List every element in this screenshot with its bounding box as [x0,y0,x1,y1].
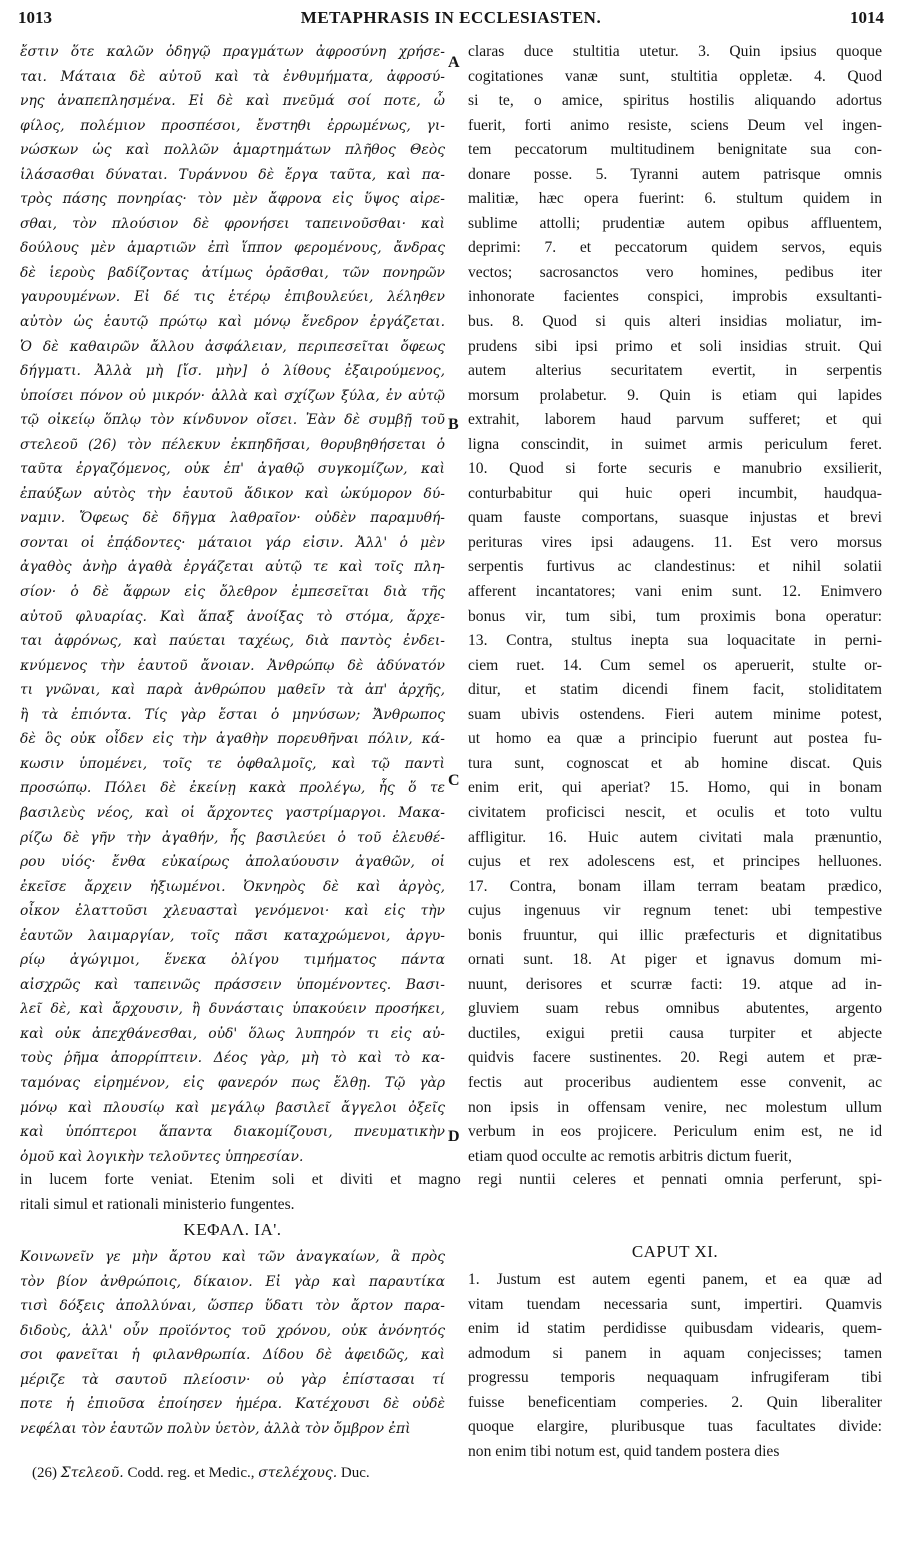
text-line: non enim tibi notum est, quid tandem postera dies [468,1442,780,1460]
text-line: perituras vires ipsi adaugens. 11. Est vero morsus [468,533,882,551]
text-line: ναμιν. Ὄφεως δὲ δῆγμα λαθραῖον· οὐδὲν παραμυθή- [20,510,445,527]
running-header [18,6,884,30]
text-line: vitam tuendam necessaria sunt, impertiri. Quamvis [468,1295,882,1313]
text-line: σοι φανεῖται ἡ φιλανθρωπία. Δίδου δὲ ἀφειδῶς, καὶ [20,1347,445,1364]
text-line: ρίζω δὲ γῆν τὴν ἀγαθήν, ἧς βασιλεύει ὁ τοῦ ἐλευθέ- [20,829,445,846]
text-line: ἐκεῖσε ἄρχειν ἠξιωμένοι. Ὀκνηρὸς δὲ καὶ ἀργὸς, [20,878,445,895]
running-title: METAPHRASIS IN ECCLESIASTEN. [300,8,602,27]
text-line: conturbabitur qui huic operi incumbit, haudqua- [468,484,882,502]
text-line: ρίῳ ἀγώγιμοι, ἕνεκα ὀλίγου τιμήματος πάντα [20,952,445,969]
text-line: cujus et rex adolescens est, et principes helluones. [468,853,882,871]
text-line: ἔστιν ὅτε καλῶν ὁδηγῷ πραγμάτων ἀφροσύνη χρήσε- [20,44,445,60]
greek-text-column [20,40,445,1169]
text-line: δούλους μὲν ἁμαρτιῶν ἐπὶ ἵππον φερομένους, ἄνδρας [20,240,445,257]
text-line: τὸν βίον ἀνθρώποις, δίκαιον. Εἰ γὰρ καὶ παραυτίκα [20,1273,445,1290]
greek-chapter-text [20,1245,445,1441]
text-line: ligna conscindit, in suimet armis periculum feret. [468,435,882,453]
text-line: αὐτὸν ὡς ἑαυτῷ πρώτῳ καὶ μόνῳ ἔνεδρον ἐργάζεται. [20,314,445,331]
text-line: claras duce stultitia utetur. 3. Quin ipsius quoque [468,43,882,60]
margin-marker-a: A [448,54,460,71]
text-line: ται. Μάταια δὲ αὐτοῦ καὶ τὰ ἐνθυμήματα, ἀφροσύ- [20,68,445,85]
right-page-number: 1014 [850,8,884,27]
text-line: τισὶ δόξεις ἀπολλύναι, ὥσπερ ὕδατι τὸν ἄρτον παρα- [20,1298,445,1315]
text-line: ditur, et statim dicendi finem facit, stoliditatem [468,681,882,699]
left-page-number: 1013 [18,8,52,27]
text-line: fuerit, forti animo resiste, sciens Deum vel ingen- [468,116,882,134]
text-line: morsum prolabetur. 9. Quin is etiam qui lapides [468,386,882,404]
footnote-source: Duc. [340,1465,370,1481]
text-line: δὲ ὃς οὐκ οἶδεν εἰς τὴν ἀγαθὴν πορευθῆναι πόλιν, κά- [20,731,445,748]
text-line: σθαι, τὸν πλούσιον δὲ φρονήσει ταπεινοῦσθαι· καὶ [20,215,445,232]
text-line: Ὁ δὲ καθαιρῶν ἄλλου ἀσφάλειαν, περιπεσεῖται ὄφεως [20,338,445,355]
text-line: afferent incantatores; vani enim sunt. 12. Enimvero [468,583,882,601]
text-line: 17. Contra, bonam illam terram beatam prædico, [468,877,882,895]
greek-chapter-heading: ΚΕΦΑΛ. ΙΑ'. [183,1220,282,1239]
text-line: μέριζε τὰ σαυτοῦ πλείοσιν· οὐ γὰρ ἐπίστασαι τί [20,1371,445,1388]
text-line: οἶκον ἐλαττοῦσι χλευασταὶ γενόμενοι· καὶ εἰς τὴν [20,903,445,920]
text-line: ὁμοῦ καὶ λογικὴν τελοῦντες ὑπηρεσίαν. [20,1148,304,1165]
text-line: νης ἀναπεπλησμένα. Εἰ δὲ καὶ πνεῦμά σοί ποτε, ὦ [20,93,445,110]
text-line: etiam quod occulte ac remotis arbitris dictum fuerit, [468,1147,792,1165]
text-line: admodum si panem in aquam conjecisses; tamen [468,1344,882,1362]
text-line: αὐτοῦ φλυαρίας. Καὶ ἅπαξ ἀνοίξας τὸ στόμα, ἄρχε- [20,608,445,625]
text-line: autem alterius securitatem evertit, in serpentis [468,362,882,380]
latin-text-column [468,40,882,1169]
text-line: ται ἀφρόνως, καὶ παύεται ταχέως, διὰ παντὸς ἐνδει- [20,633,445,650]
text-line: σονται οἱ ἐπᾴδοντες· μάταιοι γάρ εἰσιν. Ἀλλ' ὁ μὲν [20,534,445,551]
text-line: bonus vir, tum sibi, tum proximis bona operatur: [468,607,882,625]
footnote-greek-lemma: Στελεοῦ. [60,1465,124,1481]
text-line: προσώπῳ. Πόλει δὲ ἐκείνῃ κακὰ προλέγω, ἧς ὅ τε [20,780,445,797]
text-line: ἢ τὰ ἐπιόντα. Τίς γὰρ ἔσται ὁ μηνύσων; Ἄνθρωπος [20,706,445,723]
margin-marker-b: B [448,416,459,433]
text-line: donare posse. 5. Tyranni autem patrisque omnis [468,165,882,183]
text-line: ornati sunt. 18. At piger et ignavus domum mi- [468,951,882,969]
text-line: ρου υἱός· ἔνθα εὐκαίρως ἀπολαύουσιν ἀγαθῶν, οἱ [20,854,445,871]
text-line: extrahit, laborem haud parvum sufferet; et qui [468,411,882,429]
text-line: fectis aut proceribus audientem esse convenit, ac [468,1073,882,1091]
text-line: γαυρουμένων. Εἰ δέ τις ἑτέρῳ ἐπιβουλεύει, λέληθεν [20,289,445,306]
text-line: νεφέλαι τὸν ἑαυτῶν πολὺν ὑετὸν, ἀλλὰ τὸν ὄμβρον ἐπὶ [20,1420,411,1437]
text-line: καὶ ὑπόπτεροι ἅπαντα διακομίζουσι, πνευματικὴν [20,1124,445,1141]
text-line: 13. Contra, stultus inepta sua loquacitate in perni- [468,632,882,650]
text-line: nuunt, derisores et scurræ facti: 19. atque ad in- [468,975,882,993]
text-line: ἱλάσασθαι δύναται. Τυράννου δὲ ἔργα ταῦτα, καὶ πα- [20,166,445,183]
text-line: quoque elargire, pluribusque tuas facultates divide: [468,1418,882,1436]
text-line: enim id statim perdidisse quibusdam videaris, quem- [468,1320,882,1338]
text-line: βασιλεὺς νέος, καὶ οἱ ἄρχοντες γαστρίμαργοι. Μακα- [20,804,445,821]
text-line: ritali simul et rationali ministerio fungentes. [20,1195,295,1213]
text-line: ut homo ea quæ a principio fuerunt aut postea fu- [468,730,882,748]
text-line: verbum in eos projicere. Periculum enim est, ne id [468,1123,882,1141]
text-line: σίον· ὁ δὲ ἄφρων εἰς ὄλεθρον ἐμπεσεῖται διὰ τῆς [20,584,445,601]
text-line: Κοινωνεῖν γε μὴν ἄρτου καὶ τῶν ἀναγκαίων, ἃ πρὸς [20,1249,445,1265]
text-line: civitatem proficisci nescit, et oculis et toto vultu [468,803,882,821]
margin-marker-d: D [448,1128,460,1145]
text-line: τοὺς ῥῆμα ἀπορρίπτειν. Δέος γὰρ, μὴ τὸ καὶ τὸ κα- [20,1050,445,1067]
text-line: ποτε ἡ ἐπιοῦσα ἐποίησεν ἡμέρα. Κατέχουσι δὲ οὐδὲ [20,1396,445,1413]
text-line: enim erit, qui aperiat? 15. Homo, qui in bonam [468,779,882,797]
text-line: cogitationes vanæ sunt, stultitia oppletæ. 4. Quod [468,67,882,85]
text-line: quam fauste comportans, suasque injustas et brevi [468,509,882,527]
text-line: μόνῳ καὶ πλουσίῳ καὶ μεγάλῳ βασιλεῖ ἄγγελοι ὀξεῖς [20,1099,445,1116]
text-line: bonis fruuntur, qui illic præfecturis et dignitatibus [468,926,882,944]
text-line: ταῦτα ἐργαζόμενος, οὐκ ἐπ' ἀγαθῷ συγκομίζων, καὶ [20,461,445,478]
footnote-greek-variant: στελέχους. [258,1465,338,1481]
text-line: ὑποίσει πόνον οὐ μικρόν· ἀλλὰ καὶ σχίζων ξύλα, ἐν αὐτῷ [20,387,445,404]
text-line: καὶ οὐκ ἀπεχθάνεσθαι, οὐδ' ὅλως λυπηρόν τι εἰς αὐ- [20,1025,445,1042]
text-line: ἐπαύξων αὐτὸς τὴν ἑαυτοῦ ἄδικον καὶ ὠκύμορον δύ- [20,485,445,502]
text-line: prudens sibi ipsi primo et soli insidias struit. Qui [468,337,882,355]
text-line: ἀγαθὸς ἀνὴρ ἀγαθὰ ἐργάζεται αὑτῷ τε καὶ τοῖς πλη- [20,559,445,576]
text-line: sublime attolli; prudentiæ autem opibus affluentem, [468,214,882,232]
text-line: non ipsis in offensam venire, nec molestum ullum [468,1098,882,1116]
text-line: fuisse beneficentiam comperies. 2. Quin liberaliter [468,1393,882,1411]
margin-marker-c: C [448,772,460,789]
footnote [32,1465,370,1482]
text-line: ἑαυτῶν λαιμαργίαν, τοῖς πᾶσι καταχρώμενοι, ἀργυ- [20,927,445,944]
text-line: affligitur. 16. Huic autem civitati mala prænuntio, [468,828,882,846]
footnote-text: Codd. reg. et Medic., [127,1465,255,1481]
text-line: δὲ ἱεροὺς βαδίζοντας ἀτίμως ὁρᾶσθαι, τῶν πονηρῶν [20,264,445,281]
text-line: ductiles, exigui pretii causa turpiter et abjecte [468,1024,882,1042]
text-line: ταμόνας εἰρημένον, εἰς φανερόν πως ἔλθῃ. Τῷ γὰρ [20,1074,445,1091]
text-line: λεῖ δὲ, καὶ ἄρχουσιν, ἢ δυνάσταις ὑπακούειν προσήκει, [20,1001,445,1018]
text-line: tura sunt, cognoscat et ab homine discat. Quis [468,754,882,772]
text-line: 1. Justum est autem egenti panem, et ea quæ ad [468,1271,882,1288]
text-line: κωσιν ὑπομένει, τοῖς τε ὀφθαλμοῖς, καὶ τῷ παντὶ [20,755,445,772]
text-line: vectos; sacrosanctos vero homines, pedibus iter [468,263,882,281]
text-line: δήγματι. Ἀλλὰ μὴ [ἴσ. μὴν] ὁ λίθους ἐξαιρούμενος, [20,363,445,380]
text-line: τρὸς πάσης πονηρίας· τὸν μὲν ἄφρονα εἰς ὕψος αἰρε- [20,191,445,208]
text-line: κνύμενος τὴν ἑαυτοῦ ἄνοιαν. Ἀνθρώπῳ δὲ ἀδύνατόν [20,657,445,674]
text-line: τῷ οἰκείῳ ὅπλῳ τὸν κίνδυνον οἴσει. Ἐὰν δὲ συμβῇ τοῦ [20,412,445,429]
text-line: νώσκων ὡς καὶ πολλῶν ἁμαρτημάτων πλῆθος Θεὸς [20,142,445,159]
text-line: στελεοῦ (26) τὸν πέλεκυν ἐκπηδῆσαι, θορυβηθήσεται ὁ [20,436,445,453]
text-line: serpentis furtivus ac clandestinus: et nihil solatii [468,558,882,576]
text-line: 10. Quod si forte securis e manubrio exsilierit, [468,460,882,478]
footnote-number: (26) [32,1465,57,1481]
text-line: διδοὺς, ἀλλ' οὖν προϊόντος τοῦ χρόνου, οὐκ ἀνόνητός [20,1322,445,1339]
text-line: si te, o amice, spiritus hostilis aliquando adortus [468,92,882,110]
text-line: ciem ruet. 14. Cum semel os aperuerit, stulte or- [468,656,882,674]
text-line: bus. 8. Quod si quis alteri insidias moliatur, im- [468,313,882,331]
text-line: progressu temporis nequaquam infrugiferam tibi [468,1369,882,1387]
latin-chapter-heading: CAPUT XI. [631,1242,719,1261]
text-line: cujus ingenuus vir regnum tenet: ubi tempestive [468,902,882,920]
full-width-text [20,1168,882,1217]
text-line: τι γνῶναι, καὶ παρὰ ἀνθρώπου μαθεῖν τὰ ἀπ' ἀρχῆς, [20,682,445,699]
latin-chapter-text [468,1268,882,1464]
text-line: φίλος, πολέμιον προσπέσοι, ἔνστηθι ἐρρωμένως, γι- [20,117,445,134]
text-line: gluviem suam rebus omnibus abutentes, argento [468,1000,882,1018]
text-line: tem peccatorum multitudinem benignitate sua con- [468,141,882,159]
text-line: quidvis facere sustinentes. 20. Regi autem et præ- [468,1049,882,1067]
text-line: suam ubivis ostendens. Fieri autem minime potest, [468,705,882,723]
text-line: in lucem forte veniat. Etenim soli et diviti et magno regi nuntii celeres et pennati omnia perferunt, spi- [20,1171,882,1188]
text-line: αἰσχρῶς καὶ ταπεινῶς πράσσειν ὑπομένοντες. Βασι- [20,976,445,993]
text-line: inhonorate facientes conspici, improbis exsultanti- [468,288,882,306]
text-line: deprimi: 7. et peccatorum quidem servos, equis [468,239,882,257]
text-line: malitiæ, hæc opera fuerint: 6. stultum quidem in [468,190,882,208]
